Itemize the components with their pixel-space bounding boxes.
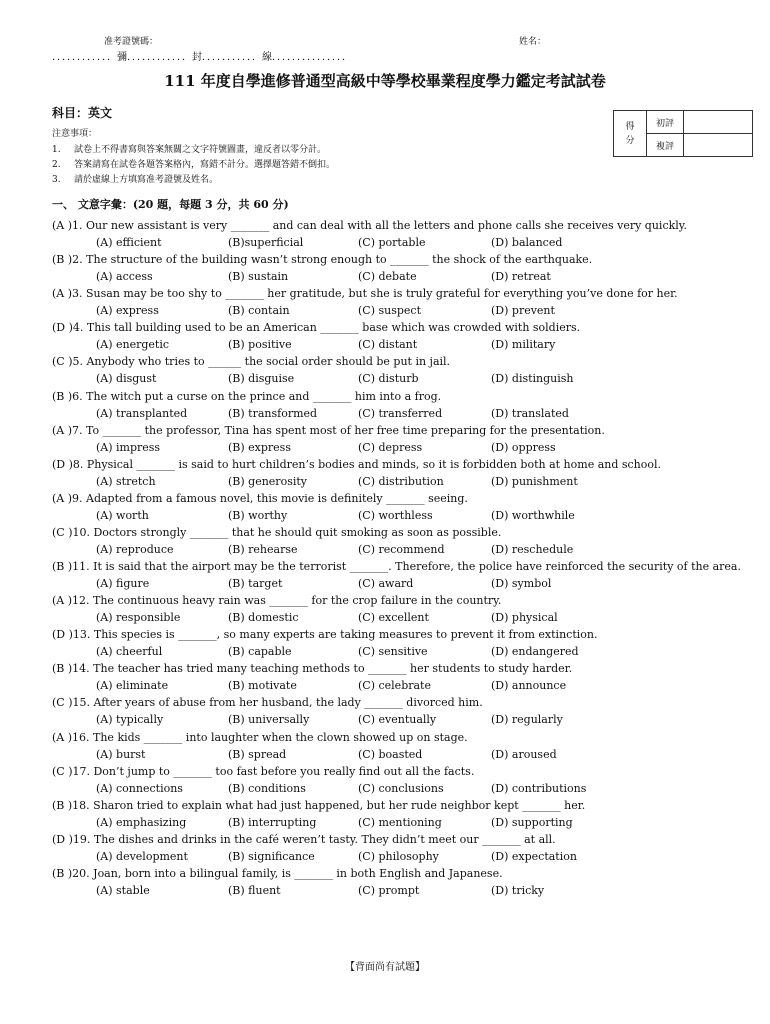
question-option: (A) eliminate [96,679,169,693]
question-option: (D) worthwhile [491,508,575,522]
question-option: (C) distribution [358,474,444,488]
question-option: (D) expectation [491,849,577,863]
question-option: (A) worth [96,508,149,522]
question-option: (D) supporting [491,815,573,829]
question-option: (B) significance [228,849,315,863]
question-option: (B) capable [228,645,292,659]
question-option: (C) mentioning [358,815,442,829]
question-option: (C) prompt [358,883,420,897]
question-stem: (A )9. Adapted from a famous novel, this movie is definitely _______ seeing. [52,491,468,505]
question-option: (D) reschedule [491,542,574,556]
question-option: (B)superficial [228,236,304,249]
question-stem: (C )10. Doctors strongly _______ that he should quit smoking as soon as possible. [52,525,502,539]
second-review-field[interactable] [684,134,753,157]
question-option: (C) debate [358,270,417,284]
section-heading: 一、 文意字彙：(20 題，每題 3 分，共 60 分) [52,198,289,211]
question-option: (B) rehearse [228,542,298,556]
question-option: (B) positive [228,338,292,352]
question-option: (A) disgust [96,372,157,386]
question-option: (D) endangered [491,645,579,659]
question-option: (B) contain [228,304,290,318]
question-option: (D) distinguish [491,372,574,386]
question-option: (C) excellent [358,611,429,625]
question-option: (C) worthless [358,508,433,522]
question-option: (A) access [96,270,153,284]
question-option: (A) typically [96,713,164,727]
question-option: (A) reproduce [96,542,174,556]
first-review-field[interactable] [684,111,753,134]
subject-label: 科目：英文 [52,106,113,120]
question-option: (C) conclusions [358,781,444,795]
question-option: (A) impress [96,440,161,454]
question-option: (A) figure [96,577,150,590]
question-option: (A) stable [96,883,150,897]
question-stem: (A )7. To _______ the professor, Tina has spent most of her free time preparing for the presentation. [52,423,605,437]
question-option: (D) tricky [491,883,545,897]
name-label: 姓名： [519,37,547,47]
question-option: (B) motivate [228,679,297,693]
seal-line: ．．．．．．．．．．．．彌．．．．．．．．．．．．封．．．．．．．．．．．線．．．．．．．．．．．．．．． [52,52,352,63]
question-option: (D) aroused [491,747,557,761]
note-item: 3. 請於虛線上方填寫准考證號及姓名。 [52,175,219,185]
question-stem: (B )11. It is said that the airport may be the terrorist _______. Therefore, the police have reinforced the security of the area. [52,560,741,573]
question-option: (C) celebrate [358,679,431,693]
question-option: (B) express [228,440,291,454]
question-stem: (D )19. The dishes and drinks in the café weren’t tasty. They didn’t meet our _______ at all. [52,832,556,846]
question-option: (C) portable [358,236,426,249]
question-option: (C) disturb [358,372,419,386]
question-option: (C) eventually [358,713,437,727]
question-stem: (A )1. Our new assistant is very _______ and can deal with all the letters and phone calls she receives very quickly. [52,219,688,232]
question-stem: (A )16. The kids _______ into laughter when the clown showed up on stage. [52,730,468,744]
question-option: (C) recommend [358,542,445,556]
note-item: 1. 試卷上不得書寫與答案無關之文字符號圖畫，違反者以零分計。 [52,145,327,155]
question-option: (D) contributions [491,781,587,795]
question-stem: (B )14. The teacher has tried many teaching methods to _______ her students to study harder. [52,662,573,676]
question-option: (C) depress [358,440,423,454]
question-option: (D) regularly [491,713,563,727]
question-option: (C) suspect [358,304,422,318]
question-option: (A) connections [96,781,183,795]
question-option: (B) conditions [228,781,306,795]
question-stem: (A )3. Susan may be too shy to _______ her gratitude, but she is truly grateful for everything you’ve done for her. [52,287,678,301]
question-option: (B) spread [228,747,287,761]
question-option: (D) symbol [491,577,552,590]
question-option: (D) prevent [491,304,555,318]
question-option: (D) balanced [491,236,563,249]
score-label: 得 分 [614,111,647,157]
question-option: (B) transformed [228,406,318,420]
question-option: (B) target [228,577,283,590]
question-stem: (D )13. This species is _______, so many experts are taking measures to prevent it from extinction. [52,628,598,642]
question-option: (C) sensitive [358,645,428,659]
question-option: (A) stretch [96,474,156,488]
question-option: (A) energetic [96,338,170,352]
question-stem: (D )4. This tall building used to be an American _______ base which was crowded with soldiers. [52,321,581,335]
question-option: (A) emphasizing [96,815,187,829]
question-option: (C) philosophy [358,849,439,863]
notes-heading: 注意事項： [52,129,98,139]
page-title: 111 年度自學進修普通型高級中等學校畢業程度學力鑑定考試試卷 [164,72,606,90]
question-option: (B) generosity [228,474,307,488]
question-option: (A) efficient [96,236,162,249]
question-option: (D) military [491,338,556,352]
question-option: (C) award [358,577,414,590]
exam-id-label: 准考證號碼： [104,37,159,47]
question-option: (A) development [96,849,188,863]
question-option: (A) responsible [96,611,181,625]
question-option: (D) translated [491,406,569,420]
question-stem: (B )6. The witch put a curse on the prince and _______ him into a frog. [52,389,442,403]
score-box [613,110,753,157]
question-option: (B) domestic [228,611,299,625]
question-option: (C) distant [358,338,418,352]
question-stem: (D )8. Physical _______ is said to hurt children’s bodies and minds, so it is forbidden both at home and school. [52,457,662,471]
question-option: (D) announce [491,679,567,693]
question-stem: (C )17. Don’t jump to _______ too fast before you really find out all the facts. [52,764,475,778]
question-option: (D) punishment [491,474,578,488]
note-item: 2. 答案請寫在試卷各題答案格內，寫錯不計分。選擇題答錯不倒扣。 [52,160,336,170]
question-option: (B) interrupting [228,815,317,829]
question-option: (A) cheerful [96,645,163,659]
question-stem: (C )15. After years of abuse from her husband, the lady _______ divorced him. [52,696,483,710]
second-review-label: 複評 [647,134,684,157]
question-stem: (B )20. Joan, born into a bilingual family, is _______ in both English and Japanese. [52,866,503,880]
question-option: (D) oppress [491,440,556,454]
question-option: (B) worthy [228,508,288,522]
question-option: (B) sustain [228,270,289,284]
question-option: (A) burst [96,747,146,761]
first-review-label: 初評 [647,111,684,134]
question-stem: (B )2. The structure of the building wasn’t strong enough to _______ the shock of the earthquake. [52,253,593,267]
question-option: (C) boasted [358,747,423,761]
question-option: (B) disguise [228,372,295,386]
question-option: (C) transferred [358,406,443,420]
question-option: (A) transplanted [96,406,188,420]
question-stem: (C )5. Anybody who tries to ______ the social order should be put in jail. [52,355,451,369]
question-option: (B) universally [228,713,310,727]
question-option: (D) retreat [491,270,551,284]
question-option: (D) physical [491,611,558,625]
question-stem: (A )12. The continuous heavy rain was _______ for the crop failure in the country. [52,594,502,608]
page-footer: 【背面尚有試題】 [345,962,425,973]
question-stem: (B )18. Sharon tried to explain what had just happened, but her rude neighbor kept _______ her. [52,798,586,812]
question-option: (B) fluent [228,883,281,897]
question-option: (A) express [96,304,159,318]
